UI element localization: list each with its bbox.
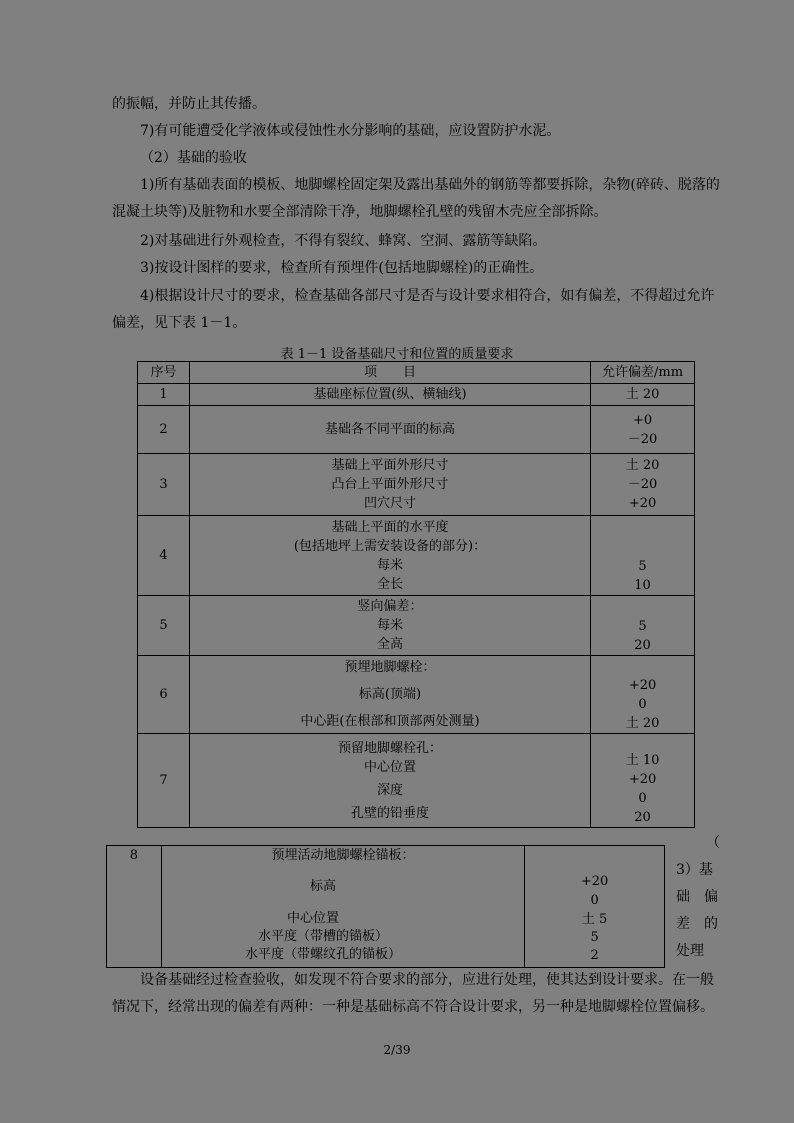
- section-heading: （2）基础的验收: [140, 150, 247, 166]
- value-line: +0: [632, 412, 653, 428]
- paragraph: 混凝土块等)及脏物和水要全部清除干净，地脚螺栓孔壁的残留木壳应全部拆除。: [112, 204, 608, 220]
- value-line: 土 5: [581, 912, 608, 927]
- item-line: 水平度（带槽的锚板）: [258, 929, 389, 944]
- value-line: 土 20: [625, 387, 660, 402]
- value-line: 20: [634, 638, 651, 653]
- item-line: 标高(顶端): [358, 687, 422, 702]
- side-heading-line: 础 偏: [676, 889, 718, 905]
- item-line: 基础上平面外形尺寸: [331, 458, 449, 473]
- item-line: 预埋地脚螺栓：: [344, 660, 436, 675]
- paragraph: 设备基础经过检查验收，如发现不符合要求的部分，应进行处理，使其达到设计要求。在一般: [140, 972, 714, 988]
- paragraph: 4)根据设计尺寸的要求，检查基础各部尺寸是否与设计要求相符合，如有偏差，不得超过允许: [140, 288, 715, 304]
- item-line: 预留地脚螺栓孔：: [338, 740, 443, 756]
- item-line: 标高: [310, 879, 337, 894]
- value-line: 土 20: [625, 458, 660, 473]
- paragraph: 1)所有基础表面的模板、地脚螺栓固定架及露出基础外的钢筋等都要拆除，杂物(碎砖、脱落的: [140, 177, 720, 193]
- row-no: 3: [138, 454, 190, 516]
- value-line: 土 10: [625, 753, 660, 768]
- value-line: +20: [580, 874, 609, 889]
- row-item: [189, 656, 590, 734]
- paragraph: 的振幅，并防止其传播。: [112, 96, 266, 112]
- item-line: 全长: [377, 576, 404, 592]
- paragraph: 3)按设计图样的要求，检查所有预埋件(包括地脚螺栓)的正确性。: [140, 260, 544, 276]
- header-item: 项 目: [189, 362, 590, 384]
- table-row: [138, 734, 695, 828]
- header-no: 序号: [138, 362, 190, 384]
- side-heading-line: （: [706, 835, 720, 851]
- row-no: 4: [138, 516, 190, 596]
- value-line: 10: [634, 578, 651, 593]
- row-item: [189, 406, 590, 454]
- table-row: [138, 516, 695, 596]
- row-item: [189, 384, 590, 406]
- item-line: 基础座标位置(纵、横轴线): [313, 387, 467, 402]
- quality-table-continued: [106, 845, 665, 968]
- table-header-row: [138, 362, 695, 384]
- side-heading-line: 3）基: [676, 862, 713, 878]
- row-no: 2: [138, 406, 190, 454]
- paragraph: 7)有可能遭受化学液体或侵蚀性水分影响的基础，应设置防护水泥。: [140, 123, 561, 139]
- value-line: －20: [627, 477, 658, 492]
- side-heading: [676, 830, 720, 965]
- row-value: [591, 384, 695, 406]
- item-line: 深度: [377, 782, 404, 798]
- table-row: [138, 406, 695, 454]
- value-line: 0: [590, 893, 599, 908]
- item-line: 基础各不同平面的标高: [325, 422, 456, 437]
- item-line: 中心距(在根部和顶部两处测量): [300, 714, 480, 729]
- value-line: 5: [590, 930, 599, 945]
- item-line: (包括地坪上需安装设备的部分)：: [293, 538, 487, 554]
- table-caption: 表 1－1 设备基础尺寸和位置的质量要求: [280, 347, 514, 362]
- value-line: 5: [638, 559, 647, 574]
- row-no: 8: [107, 846, 162, 968]
- row-item: [189, 734, 590, 828]
- row-value: [591, 734, 695, 828]
- item-line: 水平度（带螺纹孔的锚板）: [245, 947, 402, 962]
- row-value: [591, 454, 695, 516]
- value-line: +20: [628, 772, 657, 787]
- row-item: [189, 516, 590, 596]
- item-line: 每米: [377, 618, 404, 633]
- item-line: 预埋活动地脚螺栓锚板：: [271, 848, 415, 863]
- paragraph: 偏差，见下表 1－1。: [112, 315, 247, 331]
- table-row: [138, 656, 695, 734]
- row-item: [161, 846, 524, 968]
- side-heading-line: 差 的: [676, 916, 718, 932]
- value-line: 20: [634, 810, 651, 825]
- row-no: 5: [138, 596, 190, 656]
- item-line: 全高: [377, 637, 404, 652]
- header-tolerance: 允许偏差/mm: [591, 362, 695, 384]
- row-no: 6: [138, 656, 190, 734]
- value-line: 0: [638, 697, 647, 712]
- value-line: 0: [638, 791, 647, 806]
- row-no: 1: [138, 384, 190, 406]
- row-item: [189, 454, 590, 516]
- paragraph: 2)对基础进行外观检查，不得有裂纹、蜂窝、空洞、露筋等缺陷。: [140, 233, 547, 249]
- row-value: [591, 406, 695, 454]
- value-line: 土 20: [625, 716, 660, 731]
- value-line: 2: [590, 948, 599, 963]
- table-row: [138, 454, 695, 516]
- item-line: 中心位置: [287, 911, 340, 926]
- item-line: 凸台上平面外形尺寸: [331, 477, 449, 492]
- value-line: －20: [627, 431, 658, 447]
- row-value: [591, 516, 695, 596]
- value-line: 5: [638, 619, 647, 634]
- side-heading-line: 处理: [676, 943, 704, 959]
- item-line: 基础上平面的水平度: [331, 519, 449, 535]
- row-value: [525, 846, 665, 968]
- value-line: +20: [628, 496, 657, 511]
- item-line: 竖向偏差：: [357, 599, 423, 614]
- value-line: +20: [628, 678, 657, 693]
- page-number: 2/39: [383, 1043, 411, 1057]
- table-row: [107, 846, 665, 968]
- table-row: [138, 596, 695, 656]
- item-line: 中心位置: [364, 759, 417, 775]
- row-no: 7: [138, 734, 190, 828]
- row-value: [591, 656, 695, 734]
- item-line: 每米: [377, 557, 404, 573]
- row-item: [189, 596, 590, 656]
- row-value: [591, 596, 695, 656]
- paragraph: 情况下，经常出现的偏差有两种：一种是基础标高不符合设计要求，另一种是地脚螺栓位置偏移。: [112, 999, 714, 1015]
- quality-table: [137, 361, 695, 828]
- item-line: 孔壁的铅垂度: [351, 805, 430, 821]
- table-row: [138, 384, 695, 406]
- item-line: 凹穴尺寸: [364, 496, 417, 511]
